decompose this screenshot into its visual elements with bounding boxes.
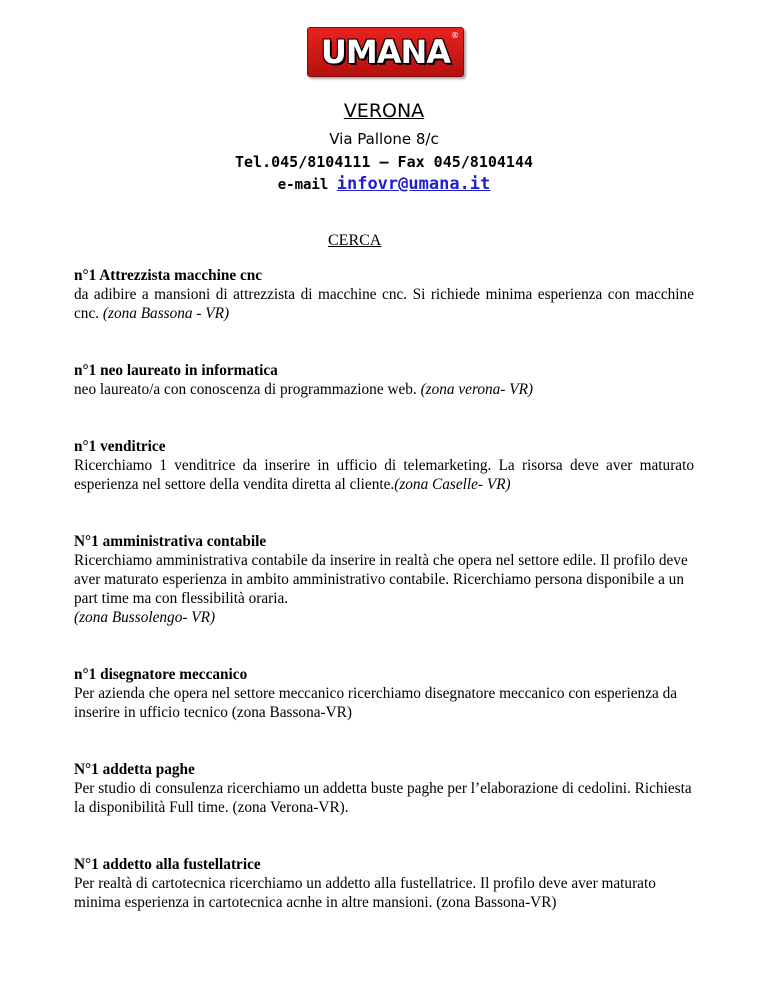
email-label: e-mail [277,177,329,193]
job-description: neo laureato/a con conoscenza di programmazione web. (zona verona- VR) [74,381,534,398]
job-title: N°1 addetto alla fustellatrice [74,856,261,873]
job-description: Ricerchiamo 1 venditrice da inserire in ufficio di telemarketing. La risorsa deve aver maturato esperienza nel settore della vendita diretta al cliente.(zona Caselle- VR) [74,457,694,493]
job-list [74,266,694,950]
job-zone: (zona Bassona - VR) [102,305,230,322]
job-title: n°1 neo laureato in informatica [74,362,278,379]
job-zone: (zona Bussolengo- VR) [74,609,216,626]
job-title: N°1 addetta paghe [74,761,195,778]
job-item [74,760,694,817]
address: Via Pallone 8/c [329,130,439,148]
logo-text: UMANA [320,33,451,71]
email-link[interactable]: infovr@umana.it [336,174,491,194]
phone-fax: Tel.045/8104111 – Fax 045/8104144 [234,153,533,171]
job-description: Per azienda che opera nel settore meccanico ricerchiamo disegnatore meccanico con esperienza da inserire in ufficio tecnico (zona Bassona-VR) [74,685,678,721]
registered-mark: ® [451,31,459,40]
job-item [74,361,694,399]
job-item [74,665,694,722]
job-description: Per realtà di cartotecnica ricerchiamo un addetto alla fustellatrice. Il profilo deve aver maturato minima esperienza in cartotecnica acnhe in altre mansioni. (zona Bassona-VR) [74,875,656,911]
city-title: VERONA [343,100,425,122]
job-title: n°1 Attrezzista macchine cnc [74,267,263,284]
job-zone: (zona Caselle- VR) [394,476,511,493]
umana-logo [307,27,464,77]
email-line [0,174,768,194]
job-item [74,532,694,627]
job-description: da adibire a mansioni di attrezzista di macchine cnc. Si richiede minima esperienza con macchine cnc. (zona Bassona - VR) [74,286,694,322]
job-title: n°1 venditrice [74,438,166,455]
job-title: N°1 amministrativa contabile [74,533,267,550]
job-description: Ricerchiamo amministrativa contabile da inserire in realtà che opera nel settore edile. Il profilo deve aver maturato esperienza in ambito amministrativo contabile. Ricerchiamo persona disponibile a un part time ma con flessibilità oraria. (zona Bussolengo- VR) [74,552,688,626]
job-title: n°1 disegnatore meccanico [74,666,248,683]
job-description: Per studio di consulenza ricerchiamo un addetta buste paghe per l’elaborazione di cedolini. Richiesta la disponibilità Full time. (zona Verona-VR). [74,780,692,816]
section-title: CERCA [328,232,382,249]
job-item [74,855,694,912]
job-item [74,266,694,323]
job-zone: (zona verona- VR) [420,381,534,398]
job-item [74,437,694,494]
